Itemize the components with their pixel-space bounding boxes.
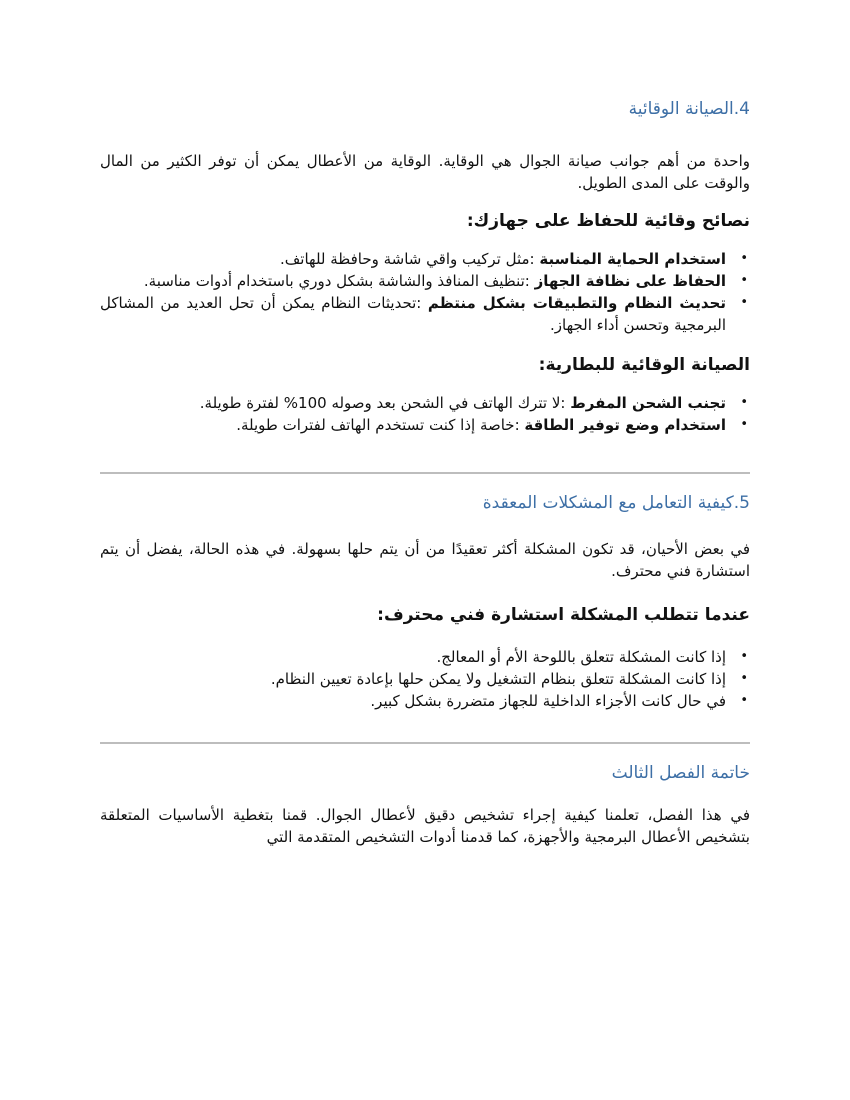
list-item: • إذا كانت المشكلة تتعلق بنظام التشغيل ولا يمكن حلها بإعادة تعيين النظام.: [100, 668, 726, 690]
tips-heading: نصائح وقائية للحفاظ على جهازك:: [466, 211, 750, 231]
list-item: • استخدام الحماية المناسبة :مثل تركيب واقي شاشة وحافظة للهاتف.: [100, 248, 726, 270]
consult-heading: عندما تتطلب المشكلة استشارة فني محترف:: [377, 605, 750, 625]
section-5-intro: في بعض الأحيان، قد تكون المشكلة أكثر تعقيدًا من أن يتم حلها بسهولة. في هذه الحالة، يفضل أن يتم استشارة فني محترف.: [100, 540, 750, 580]
consult-list: [100, 646, 750, 712]
document-page: [100, 96, 750, 848]
list-item: • الحفاظ على نظافة الجهاز :تنظيف المنافذ والشاشة بشكل دوري باستخدام أدوات مناسبة.: [100, 270, 726, 292]
section-4-title: 4.الصيانة الوقائية: [628, 99, 750, 119]
list-item: • تجنب الشحن المفرط :لا تترك الهاتف في الشحن بعد وصوله 100% لفترة طويلة.: [100, 392, 726, 414]
tips-list: [100, 248, 750, 336]
conclusion-title: خاتمة الفصل الثالث: [611, 763, 750, 783]
section-4-intro: واحدة من أهم جوانب صيانة الجوال هي الوقاية. الوقاية من الأعطال يمكن أن توفر الكثير من المال والوقت على المدى الطويل.: [100, 152, 750, 192]
conclusion-text: في هذا الفصل، تعلمنا كيفية إجراء تشخيص دقيق لأعطال الجوال. قمنا بتغطية الأساسيات المتعلقة بتشخيص الأعطال البرمجية والأجهزة، كما قدمنا أدوات التشخيص المتقدمة التي: [100, 806, 750, 846]
list-item: • تحديث النظام والتطبيقات بشكل منتظم :تحديثات النظام يمكن أن تحل العديد من المشاكل البرمجية وتحسن أداء الجهاز.: [100, 292, 726, 336]
battery-heading: الصيانة الوقائية للبطارية:: [538, 355, 750, 375]
section-5-title: 5.كيفية التعامل مع المشكلات المعقدة: [482, 493, 750, 513]
list-item: • استخدام وضع توفير الطاقة :خاصة إذا كنت تستخدم الهاتف لفترات طويلة.: [100, 414, 726, 436]
list-item: • إذا كانت المشكلة تتعلق باللوحة الأم أو المعالج.: [100, 646, 726, 668]
battery-tips-list: [100, 392, 750, 436]
list-item: • في حال كانت الأجزاء الداخلية للجهاز متضررة بشكل كبير.: [100, 690, 726, 712]
